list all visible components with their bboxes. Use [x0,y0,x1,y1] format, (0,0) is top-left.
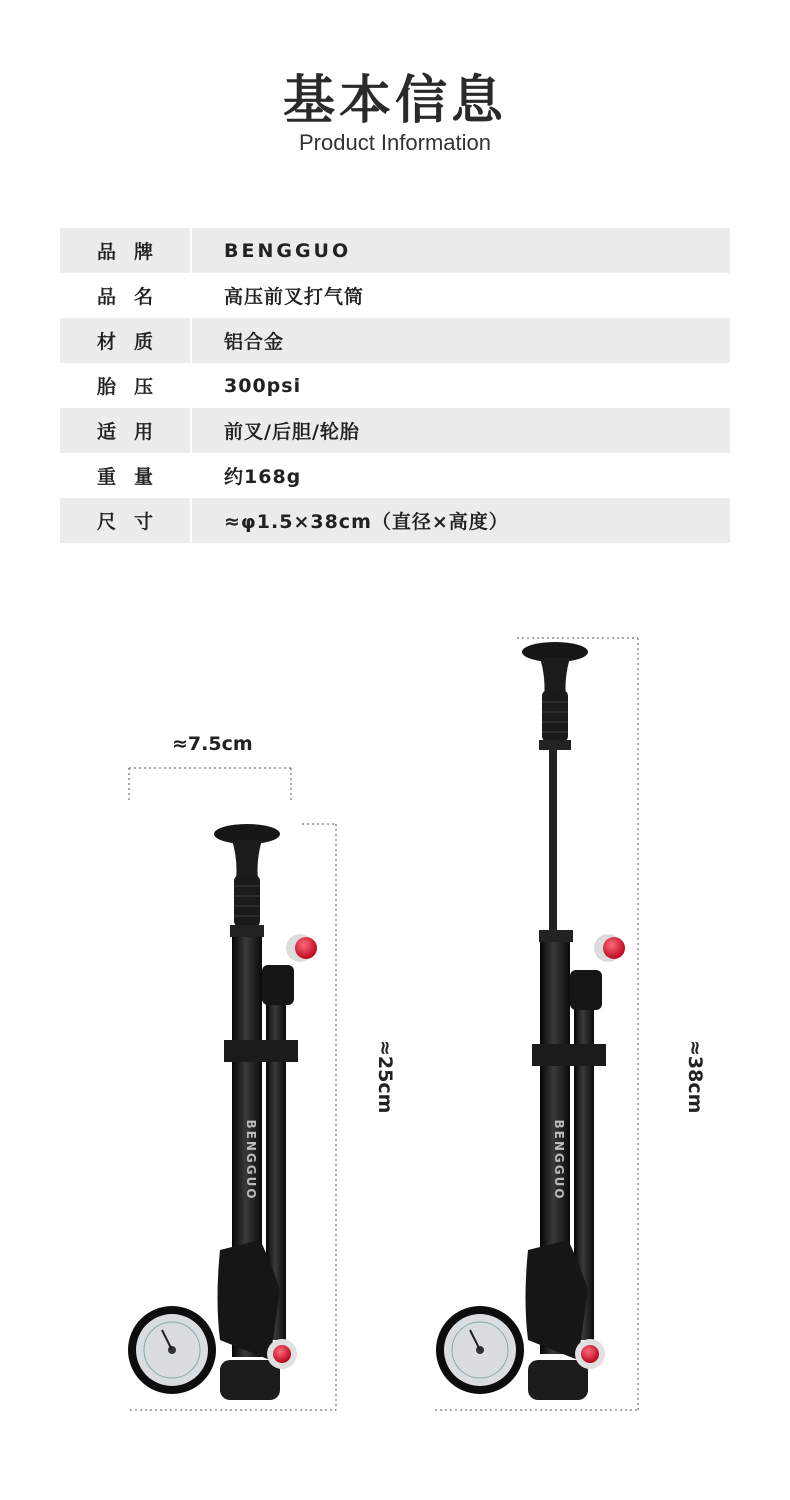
page-title: 基本信息 [282,71,507,131]
spec-value: ≈φ1.5×38cm（直径×高度） [224,511,509,533]
spec-row-weight [60,453,730,498]
pump-collapsed-image [120,820,320,1415]
dimension-lines [0,600,790,1430]
brand-mark-text: BENGGUO [244,1119,258,1201]
spec-table [60,228,730,543]
spec-row-brand [60,228,730,273]
page-subtitle: Product Information [299,130,491,155]
spec-row-size [60,498,730,543]
spec-label: 品名 [60,273,192,318]
short-height-dimension-label: ≈25cm [374,1040,396,1114]
spec-value: 约168g [224,466,302,488]
spec-value: BENGGUO [224,239,352,262]
spec-row-pressure [60,363,730,408]
spec-value: 前叉/后胆/轮胎 [224,421,360,443]
brand-mark-text: BENGGUO [552,1119,566,1201]
spec-row-name [60,273,730,318]
spec-value: 铝合金 [224,331,285,353]
spec-label: 胎压 [60,363,192,408]
spec-label: 材质 [60,318,192,363]
spec-value: 高压前叉打气筒 [224,286,365,308]
spec-label: 品牌 [60,228,192,273]
long-height-dimension-label: ≈38cm [684,1040,706,1114]
spec-label: 重量 [60,453,192,498]
spec-label: 尺寸 [60,498,192,543]
spec-label: 适用 [60,408,192,453]
spec-value: 300psi [224,374,302,397]
spec-row-usage [60,408,730,453]
spec-row-material [60,318,730,363]
width-dimension-label: ≈7.5cm [172,733,253,755]
pump-extended-image [425,640,625,1415]
